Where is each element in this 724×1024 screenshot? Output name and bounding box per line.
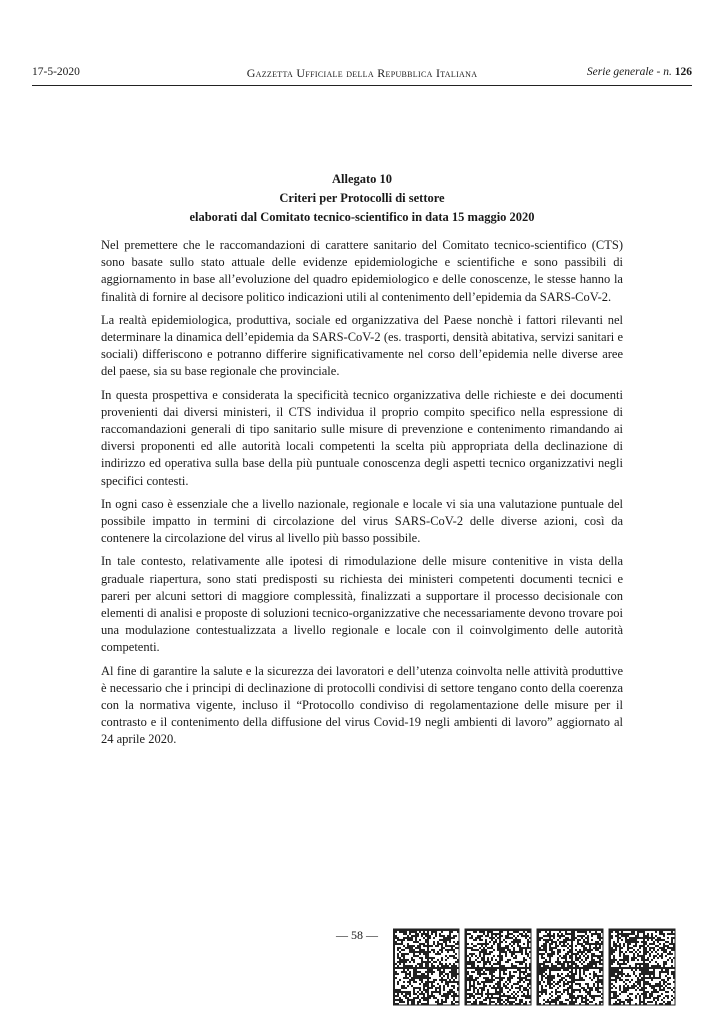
barcode-block-2 (465, 929, 531, 1005)
header-rule (32, 85, 692, 86)
paragraph-1: Nel premettere che le raccomandazioni di carattere sanitario del Comitato tecnico-scientifico (CTS) sono basate sullo stato attuale delle evidenze epidemiologiche e scientifiche e sono passibili di aggiornamento in base all’evoluzione del quadro epidemiologico e delle conoscenze, le stesse hanno la finalità di fornire al decisore politico indicazioni utili al contenimento dell’epidemia da SARS-CoV-2. (101, 238, 623, 304)
header-series-number: 126 (674, 66, 692, 78)
page-header (32, 66, 692, 84)
barcode-block-3 (537, 929, 603, 1005)
datamatrix-barcodes (393, 928, 681, 1006)
paragraph-4: In ogni caso è essenziale che a livello nazionale, regionale e locale vi sia una valutazione puntuale del possibile impatto in termini di circolazione del virus SARS-CoV-2 delle diverse azioni, così da contenere la circolazione del virus al livello più basso possibile. (101, 496, 623, 546)
header-publication-title: Gazzetta Ufficiale della Repubblica Italiana (246, 66, 478, 80)
annex-heading-line1: Allegato 10 (331, 172, 393, 186)
header-series (587, 66, 692, 78)
barcode-graphic (393, 928, 681, 1006)
paragraph-2: La realtà epidemiologica, produttiva, sociale ed organizzativa del Paese nonchè i fattori rilevanti nel determinare la dinamica dell’epidemia da SARS-CoV-2 (es. trasporti, densità abitativa, servizi sanitari e sociali) differiscono e potranno differire significativamente nel corso dell’epidemia nelle diverse aree del paese, sia su base regionale che provinciale. (101, 312, 623, 379)
annex-heading-line2: Criteri per Protocolli di settore (279, 191, 445, 205)
header-date: 17-5-2020 (32, 66, 80, 78)
annex-heading (100, 170, 624, 227)
paragraph-6: Al fine di garantire la salute e la sicurezza dei lavoratori e dell’utenza coinvolta nelle attività produttive è necessario che i principi di declinazione di protocolli condivisi di settore tengano conto della coerenza con la normativa vigente, incluso il “Protocollo condiviso di regolamentazione delle misure per il contrasto e il contenimento della diffusione del virus Covid-19 negli ambienti di lavoro” aggiornato al 24 aprile 2020. (101, 663, 623, 747)
paragraph-3: In questa prospettiva e considerata la specificità tecnico organizzativa delle richieste e dei documenti provenienti dai diversi ministeri, il CTS individua il proprio compito specifico nella espressione di raccomandazioni generali di tipo sanitario sulle misure di prevenzione e contenimento rimandando ai diversi proponenti ed alle autorità locali competenti la scelta più appropriata della declinazione di indirizzo ed operativa sulla base della più puntuale conoscenza degli aspetti tecnico organizzativi negli specifici contesti. (101, 387, 623, 488)
header-series-label: Serie generale - n. (586, 66, 672, 78)
paragraph-5: In tale contesto, relativamente alle ipotesi di rimodulazione delle misure contenitive in vista della graduale riapertura, sono stati predisposti su richiesta dei ministeri competenti documenti tecnici e pareri per alcuni settori di maggiore complessità, finalizzati a supportare il processo decisionale con elementi di analisi e proposte di soluzioni tecnico-organizzative che necessariamente devono trovare poi una modulazione contestualizzata a livello regionale e locale con il coinvolgimento delle autorità competenti. (101, 554, 623, 655)
body-text (101, 237, 623, 755)
barcode-block-4 (609, 929, 675, 1005)
barcode-block-1 (393, 929, 459, 1005)
annex-heading-line3: elaborati dal Comitato tecnico-scientifico in data 15 maggio 2020 (189, 210, 535, 224)
page-number: — 58 — (336, 928, 378, 942)
